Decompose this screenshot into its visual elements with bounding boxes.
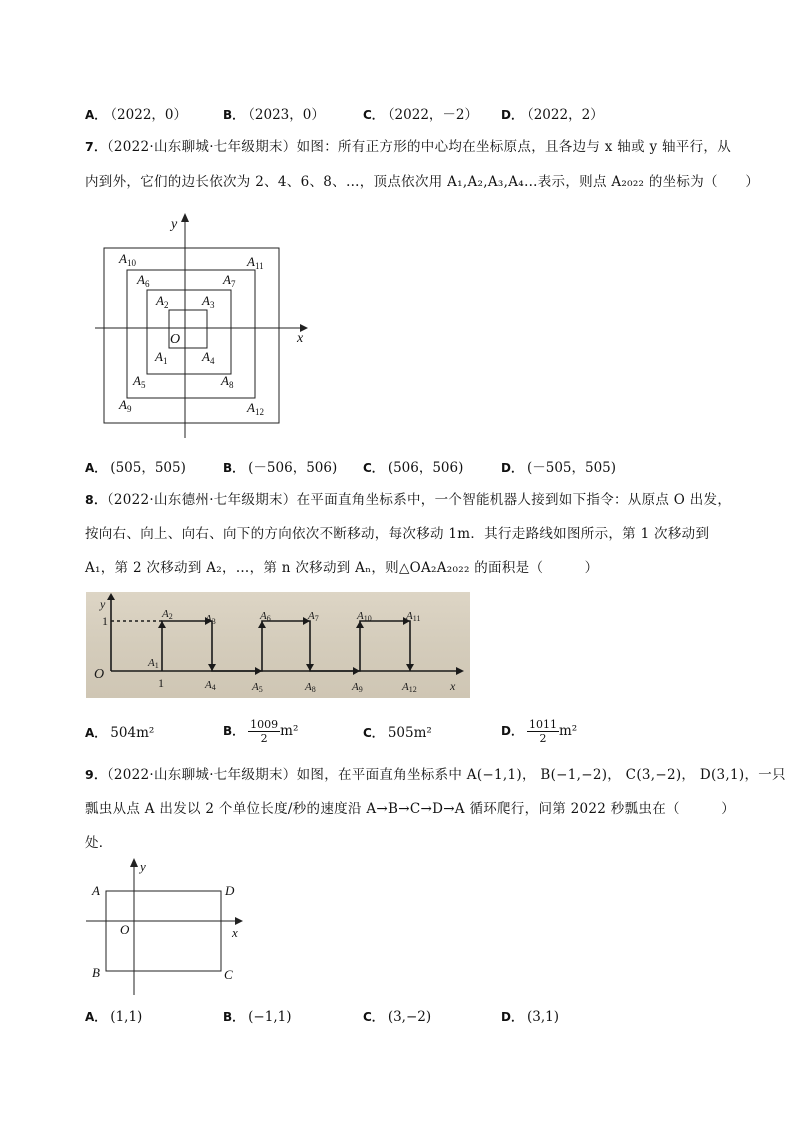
arrow-down-7: [306, 664, 314, 671]
q6-options: [85, 103, 725, 123]
arrow-up-1: [158, 621, 166, 628]
q8-text-line1: 8．（2022·山东德州·七年级期末）在平面直角坐标系中，一个智能机器人接到如下指令：从原点 O 出发，: [85, 492, 732, 508]
origin-label: O: [120, 922, 130, 937]
arrow-down-11: [406, 664, 414, 671]
x-axis-label: x: [232, 925, 238, 940]
label-a11: A11: [406, 610, 421, 623]
q7-option-a[interactable]: A． (505，505): [85, 460, 186, 476]
x-arrow: [456, 667, 464, 675]
q7-text-line1: 7．（2022·山东聊城·七年级期末）如图：所有正方形的中心均在坐标原点，且各边与 x 轴或 y 轴平行，从: [85, 139, 732, 155]
label-a4: A4: [205, 679, 216, 692]
x-axis-label: x: [297, 331, 304, 346]
label-a10: A10: [357, 610, 372, 623]
square-4: [104, 248, 279, 423]
label-a6: A6: [260, 610, 271, 623]
robot-path: [162, 621, 410, 671]
q9-number: 9．: [85, 767, 107, 782]
label-b: B: [92, 965, 100, 980]
label-a7: $A_7$: [223, 272, 236, 289]
y-axis-label: y: [171, 217, 178, 232]
q8-option-c[interactable]: C． 505m²: [363, 725, 432, 741]
q9-text-line2: 瓢虫从点 A 出发以 2 个单位长度/秒的速度沿 A→B→C→D→A 循环爬行，问第 2022 秒瓢虫在（ ）: [85, 801, 735, 817]
label-a9: $A_9$: [119, 397, 132, 414]
label-a11: $A_{11}$: [247, 254, 264, 271]
label-a1: A1: [148, 657, 159, 670]
q8-number: 8．: [85, 492, 107, 507]
arrow-down-3: [208, 664, 216, 671]
q7-number: 7．: [85, 139, 107, 154]
q7-option-c[interactable]: C． (506，506): [363, 460, 464, 476]
label-a6: $A_6$: [137, 272, 150, 289]
q7-option-d[interactable]: D． (－505，505): [501, 460, 617, 476]
q7-options: [85, 456, 725, 476]
q8-text-line2: 按向右、向上、向右、向下的方向依次不断移动，每次移动 1m．其行走路线如图所示，第 1 次移动到: [85, 526, 710, 542]
y-axis-label: y: [140, 859, 146, 874]
label-a4: $A_4$: [202, 349, 215, 366]
square-3: [127, 270, 255, 398]
arrow-up-5: [258, 621, 266, 628]
label-a12: A12: [402, 681, 417, 694]
label-c: C: [224, 967, 233, 982]
q7-option-b[interactable]: B． (－506，506): [223, 460, 338, 476]
q6-option-c[interactable]: C． （2022，－2）: [363, 107, 479, 123]
vertex-label: $A_1$: [155, 349, 168, 366]
q6-option-b[interactable]: B． （2023，0）: [223, 107, 325, 123]
origin-label: O: [170, 332, 181, 347]
q9-options: [85, 1008, 725, 1028]
q8-option-b[interactable]: B． $\frac{1009}{2}$ m²: [223, 718, 299, 745]
x-arrow: [235, 917, 243, 925]
q8-options: [85, 718, 725, 754]
label-a3: A3: [205, 613, 216, 626]
q6-option-d[interactable]: D． （2022，2）: [501, 107, 604, 123]
origin-label: O: [94, 667, 105, 682]
label-a2: $A_2$: [156, 293, 169, 310]
y-axis-label: y: [100, 597, 106, 611]
tick-1-x: 1: [158, 676, 164, 690]
label-a8: $A_8$: [221, 373, 234, 390]
q6-option-a[interactable]: A． （2022，0）: [85, 107, 187, 123]
q7-text-line2: 内到外，它们的边长依次为 2、4、6、8、…，顶点依次用 A₁,A₂,A₃,A₄…表示，则点 A₂₀₂₂ 的坐标为（ ）: [85, 174, 760, 190]
arrow-right-8: [353, 667, 360, 675]
q8-option-a[interactable]: A． 504m²: [85, 725, 155, 741]
tick-1-y: 1: [102, 614, 108, 628]
label-a12: $A_{12}$: [247, 400, 264, 417]
fraction: $\frac{1011}{2}$: [528, 718, 557, 745]
q9-option-b[interactable]: B． (−1,1): [223, 1009, 292, 1025]
label-a: A: [92, 883, 100, 898]
y-arrow: [130, 858, 138, 867]
q9-text-line1: 9．（2022·山东聊城·七年级期末）如图，在平面直角坐标系中 A(−1,1)， B(−1,−2)， C(3,−2)， D(3,1)，一只: [85, 767, 786, 783]
q9-option-c[interactable]: C． (3,−2): [363, 1009, 432, 1025]
arrow-right-4: [255, 667, 262, 675]
label-a2: A2: [162, 608, 173, 621]
label-a10: $A_{10}$: [119, 251, 136, 268]
fraction: $\frac{1009}{2}$: [250, 718, 279, 745]
q9-text-line3: 处．: [85, 835, 113, 851]
q9-option-a[interactable]: A． (1,1): [85, 1009, 143, 1025]
q8-option-d[interactable]: D． $\frac{1011}{2}$ m²: [501, 718, 578, 745]
label-a8: A8: [305, 681, 316, 694]
q9-option-d[interactable]: D． (3,1): [501, 1009, 559, 1025]
q8-figure: [86, 592, 470, 698]
label-a7: A7: [308, 610, 319, 623]
q9-figure: [80, 855, 255, 1000]
label-a3: $A_3$: [202, 293, 215, 310]
label-a9: A9: [352, 681, 363, 694]
x-axis-label: x: [450, 679, 456, 693]
label-a5: $A_5$: [133, 373, 146, 390]
y-arrow: [107, 593, 115, 600]
y-arrow: [181, 213, 189, 222]
vertex-labels: [118, 251, 264, 417]
label-a5: A5: [252, 681, 263, 694]
q7-figure: [95, 210, 325, 442]
label-d: D: [225, 883, 235, 898]
q8-text-line3: A₁，第 2 次移动到 A₂，…，第 n 次移动到 Aₙ，则△OA₂A₂₀₂₂ 的面积是（ ）: [85, 560, 599, 576]
